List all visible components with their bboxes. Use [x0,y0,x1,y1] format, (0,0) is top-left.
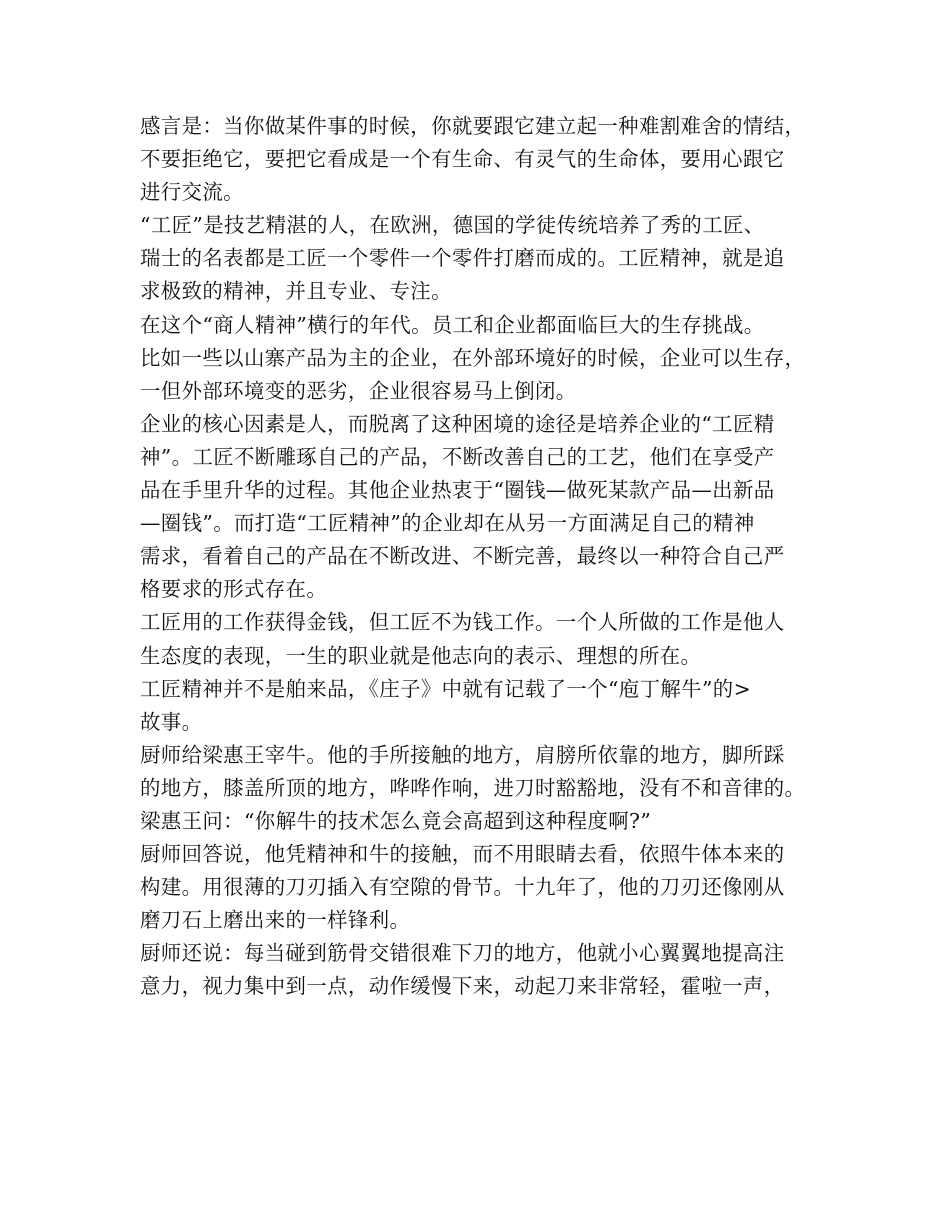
text-line: 需求，看着自己的产品在不断改进、不断完善，最终以一种符合自己严 [140,544,785,569]
text-line: 厨师还说：每当碰到筋骨交错很难下刀的地方，他就小心翼翼地提高注 [140,941,785,966]
text-line: 在这个“商人精神”横行的年代。员工和企业都面临巨大的生存挑战。 [140,312,765,337]
text-line: “工匠”是技艺精湛的人，在欧洲，德国的学徒传统培养了秀的工匠、 [140,213,765,238]
text-line: 故事。 [140,709,203,734]
text-line: 的地方，膝盖所顶的地方，哗哗作响，进刀时豁豁地，没有不和音律的。 [140,775,806,800]
text-line: 生态度的表现，一生的职业就是他志向的表示、理想的所在。 [140,643,702,668]
text-line: 工匠用的工作获得金钱，但工匠不为钱工作。一个人所做的工作是他人 [140,610,785,635]
text-line: 企业的核心因素是人，而脱离了这种困境的途径是培养企业的“工匠精 [140,411,775,436]
text-line: 品在手里升华的过程。其他企业热衷于“圈钱—做死某款产品—出新品 [140,478,775,503]
text-line: —圈钱”。而打造“工匠精神”的企业却在从另一方面满足自己的精神 [140,511,755,536]
text-line: 一但外部环境变的恶劣，企业很容易马上倒闭。 [140,378,577,403]
text-line: 瑞士的名表都是工匠一个零件一个零件打磨而成的。工匠精神，就是追 [140,246,785,271]
text-line: 不要拒绝它，要把它看成是一个有生命、有灵气的生命体，要用心跟它 [140,147,785,172]
document-page [140,110,840,1004]
text-line: 感言是：当你做某件事的时候，你就要跟它建立起一种难割难舍的情结， [140,114,806,138]
text-line: 厨师回答说，他凭精神和牛的接触，而不用眼睛去看，依照牛体本来的 [140,842,785,867]
text-line: 求极致的精神，并且专业、专注。 [140,279,452,304]
text-line: 比如一些以山寨产品为主的企业，在外部环境好的时候，企业可以生存， [140,345,806,370]
text-line: 构建。用很薄的刀刃插入有空隙的骨节。十九年了，他的刀刃还像刚从 [140,875,785,900]
text-line: 进行交流。 [140,180,244,205]
text-line: 工匠精神并不是舶来品，《庄子》中就有记载了一个“庖丁解牛”的> [140,676,752,701]
text-line: 磨刀石上磨出来的一样锋利。 [140,908,411,933]
text-line: 格要求的形式存在。 [140,577,328,602]
text-line: 梁惠王问：“你解牛的技术怎么竟会高超到这种程度啊?” [140,808,652,833]
text-line: 神”。工匠不断雕琢自己的产品，不断改善自己的工艺，他们在享受产 [140,444,775,469]
text-line: 厨师给梁惠王宰牛。他的手所接触的地方，肩膀所依靠的地方，脚所踩 [140,742,785,767]
text-line: 意力，视力集中到一点，动作缓慢下来，动起刀来非常轻，霍啦一声， [140,974,785,999]
